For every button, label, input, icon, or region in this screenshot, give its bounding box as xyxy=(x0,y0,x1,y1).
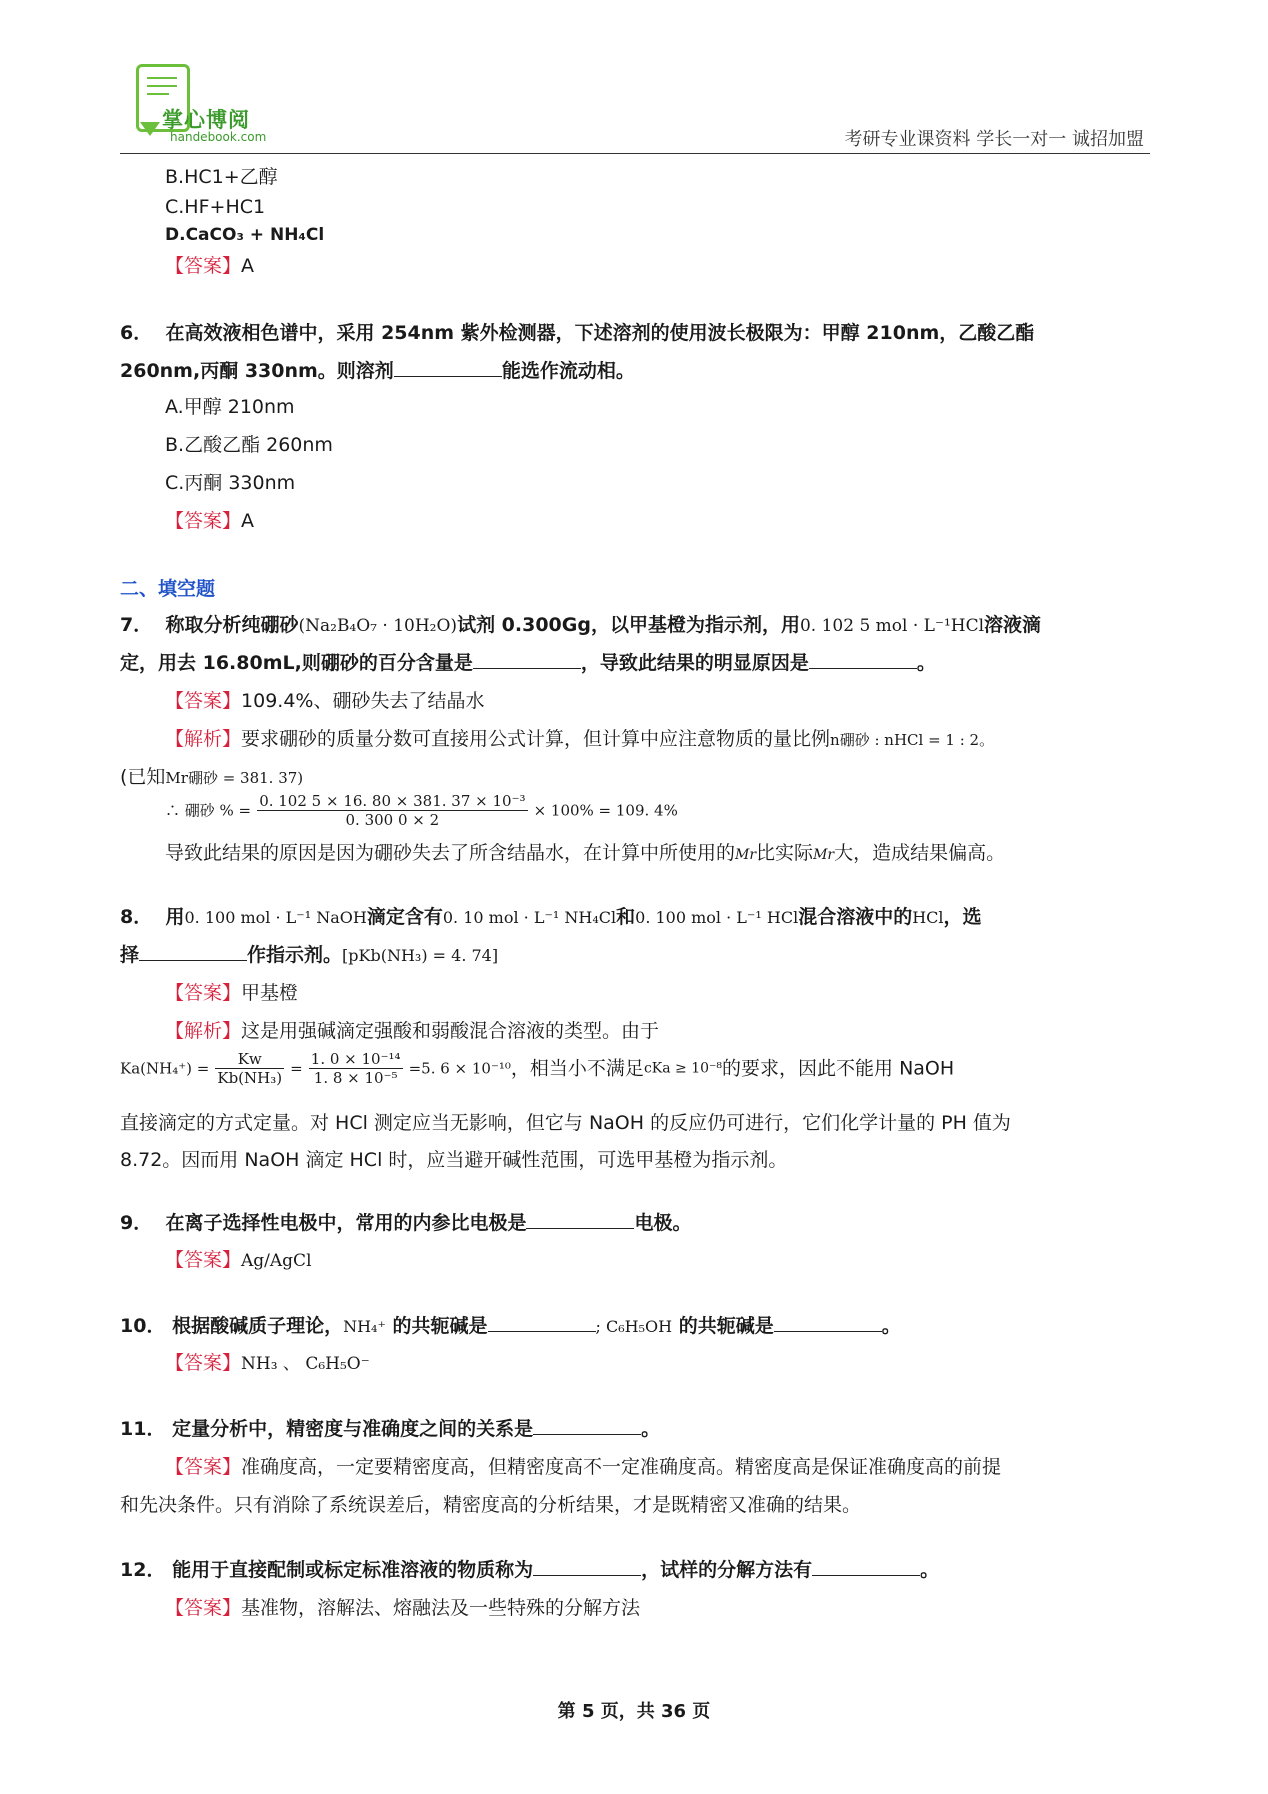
fill-blank xyxy=(139,942,247,961)
cause-text: 导致此结果的原因是因为硼砂失去了所含结晶水，在计算中所使用的 xyxy=(165,842,736,864)
fill-blank xyxy=(533,1557,641,1576)
q7-stem-line-2 xyxy=(120,650,936,676)
q8-analysis-line-3: 直接滴定的方式定量。对 HCl 测定应当无影响，但它与 NaOH 的反应仍可进行，它们化学计量的 PH 值为 xyxy=(120,1112,1011,1134)
answer-tag: 【答案】 xyxy=(165,1597,242,1619)
q10-nh4: NH₄⁺ xyxy=(343,1317,386,1336)
q8-hcl: 0. 100 mol · L⁻¹ HCl xyxy=(635,908,799,927)
answer-tag: 【答案】 xyxy=(165,255,242,277)
formula-fraction xyxy=(257,792,527,829)
answer-tag: 【答案】 xyxy=(165,1249,242,1271)
q11-stem xyxy=(120,1416,660,1442)
analysis-tag: 【解析】 xyxy=(165,1020,242,1042)
q7-text: 试剂 0.300Gg，以甲基橙为指示剂，用 xyxy=(457,614,800,636)
fill-blank xyxy=(394,358,502,377)
q7-answer xyxy=(165,688,484,714)
header-divider xyxy=(120,153,1150,154)
ka-denominator-2: 1. 8 × 10⁻⁵ xyxy=(313,1069,398,1087)
fill-blank xyxy=(488,1313,596,1332)
question-number: 12． xyxy=(120,1559,166,1581)
q11-text: 。 xyxy=(641,1418,661,1440)
q8-nh4cl: 0. 10 mol · L⁻¹ NH₄Cl xyxy=(442,908,617,927)
answer-text: 准确度高，一定要精密度高，但精密度高不一定准确度高。精密度高是保证准确度高的前提 xyxy=(241,1456,1002,1478)
q6-stem-text: 在高效液相色谱中，采用 254nm 紫外检测器，下述溶剂的使用波长极限为：甲醇 210nm，乙酸乙酯 xyxy=(165,322,1035,344)
cause-mr: Mr xyxy=(813,847,835,863)
ka-fraction-1 xyxy=(215,1050,284,1087)
q7-known xyxy=(120,764,303,791)
q8-pkb: [pKb(NH₃) = 4. 74] xyxy=(342,946,499,965)
answer-text: A xyxy=(241,510,255,532)
cause-mr: Mr xyxy=(735,847,757,863)
question-number: 11． xyxy=(120,1418,166,1440)
fill-blank xyxy=(526,1210,634,1229)
q10-text: 的共轭碱是 xyxy=(678,1315,774,1337)
analysis-ratio: n硼砂 : nHCl = 1 : 2。 xyxy=(830,731,995,749)
analysis-condition: cKa ≥ 10⁻⁸ xyxy=(643,1060,723,1077)
formula-numerator: 0. 102 5 × 16. 80 × 381. 37 × 10⁻³ xyxy=(259,792,526,810)
question-number: 10． xyxy=(120,1315,166,1337)
ka-numerator-1: Kw xyxy=(215,1050,284,1069)
ka-fraction-2 xyxy=(309,1050,403,1087)
formula-rhs: × 100% = 109. 4% xyxy=(533,801,678,820)
answer-text: Ag/AgCl xyxy=(241,1251,312,1271)
q7-formula xyxy=(165,792,678,834)
q11-text: 定量分析中，精密度与准确度之间的关系是 xyxy=(172,1418,534,1440)
ka-denominator-1: Kb(NH₃) xyxy=(217,1069,283,1087)
analysis-text: 要求硼砂的质量分数可直接用公式计算，但计算中应注意物质的量比例 xyxy=(241,728,831,750)
q5-answer xyxy=(165,253,254,279)
q7-formula-hcl: 0. 102 5 mol · L⁻¹HCl xyxy=(799,616,985,636)
q8-text: 和 xyxy=(616,906,636,928)
q7-text: 定，用去 16.80mL,则硼砂的百分含量是 xyxy=(120,652,473,674)
fill-blank xyxy=(473,650,581,669)
q6-stem-text-2b: 能选作流动相。 xyxy=(501,360,635,382)
ka-numerator-2: 1. 0 × 10⁻¹⁴ xyxy=(310,1050,401,1068)
q9-text: 在离子选择性电极中，常用的内参比电极是 xyxy=(165,1212,527,1234)
answer-text: 109.4%、硼砂失去了结晶水 xyxy=(241,690,485,712)
q6-option-b: B.乙酸乙酯 260nm xyxy=(165,434,333,456)
analysis-text: 这是用强碱滴定强酸和弱酸混合溶液的类型。由于 xyxy=(241,1020,660,1042)
q8-text: 用 xyxy=(165,906,185,928)
fill-blank xyxy=(809,650,917,669)
q12-text: ，试样的分解方法有 xyxy=(641,1559,813,1581)
ka-lhs: Ka(NH₄⁺) = xyxy=(120,1059,210,1078)
question-number: 9． xyxy=(120,1212,153,1234)
analysis-text: 的要求，因此不能用 NaOH xyxy=(722,1057,955,1080)
question-number: 7． xyxy=(120,614,153,636)
q8-hcl-2: HCl xyxy=(912,908,944,927)
q5-option-b: B.HC1+乙醇 xyxy=(165,166,278,188)
q7-text: ，导致此结果的明显原因是 xyxy=(580,652,809,674)
ka-equals: = xyxy=(290,1059,303,1078)
q8-answer xyxy=(165,980,298,1006)
q10-stem xyxy=(120,1313,901,1340)
answer-text: A xyxy=(241,255,255,277)
q12-text: 。 xyxy=(920,1559,940,1581)
q8-stem-line-2 xyxy=(120,942,498,969)
formula-denominator: 0. 300 0 × 2 xyxy=(345,811,440,829)
answer-tag: 【答案】 xyxy=(165,1352,242,1374)
q6-stem-line-2 xyxy=(120,358,635,384)
q12-answer xyxy=(165,1595,640,1621)
q7-stem-line-1 xyxy=(120,612,1041,639)
q6-option-a: A.甲醇 210nm xyxy=(165,396,295,418)
answer-text: NH₃ 、 C₆H₅O⁻ xyxy=(241,1354,370,1374)
q10-text: 。 xyxy=(881,1315,901,1337)
fill-blank xyxy=(533,1416,641,1435)
q8-text: 混合溶液中的 xyxy=(798,906,913,928)
q8-text: 作指示剂。 xyxy=(247,944,343,966)
q10-answer xyxy=(165,1350,370,1377)
q6-option-c: C.丙酮 330nm xyxy=(165,472,296,494)
q10-text: 的共轭碱是 xyxy=(392,1315,488,1337)
q11-answer-line-2: 和先决条件。只有消除了系统误差后，精密度高的分析结果，才是既精密又准确的结果。 xyxy=(120,1494,862,1516)
known-text: (已知 xyxy=(120,766,166,788)
q5-option-d: D.CaCO₃ + NH₄Cl xyxy=(165,225,325,245)
q9-stem xyxy=(120,1210,692,1236)
analysis-text: ，相当小不满足 xyxy=(510,1057,644,1080)
q8-ka-formula xyxy=(120,1050,954,1092)
q8-text: 择 xyxy=(120,944,140,966)
header-slogan: 考研专业课资料 学长一对一 诚招加盟 xyxy=(844,129,1144,150)
answer-text: 甲基橙 xyxy=(241,982,299,1004)
q8-analysis-line-4: 8.72。因而用 NaOH 滴定 HCl 时，应当避开碱性范围，可选甲基橙为指示剂。 xyxy=(120,1149,788,1171)
q11-answer-line-1 xyxy=(165,1454,1001,1480)
answer-tag: 【答案】 xyxy=(165,690,242,712)
page-number: 第 5 页，共 36 页 xyxy=(557,1701,711,1722)
fill-blank xyxy=(774,1313,882,1332)
q8-text: ，选 xyxy=(943,906,982,928)
question-number: 6． xyxy=(120,322,153,344)
q7-text: 称取分析纯硼砂 xyxy=(165,614,299,636)
q12-text: 能用于直接配制或标定标准溶液的物质称为 xyxy=(172,1559,534,1581)
q6-answer xyxy=(165,508,254,534)
q9-answer xyxy=(165,1247,312,1274)
logo-url: handebook.com xyxy=(170,130,267,144)
answer-tag: 【答案】 xyxy=(165,510,242,532)
q8-stem-line-1 xyxy=(120,904,982,931)
known-molar-mass: Mr硼砂 = 381. 37) xyxy=(165,769,304,787)
section-title: 二、填空题 xyxy=(120,578,216,600)
answer-tag: 【答案】 xyxy=(165,982,242,1004)
question-number: 8． xyxy=(120,906,153,928)
analysis-tag: 【解析】 xyxy=(165,728,242,750)
handebook-logo xyxy=(128,60,278,150)
q5-option-c: C.HF+HC1 xyxy=(165,196,266,218)
formula-lhs: ∴ 硼砂 % = xyxy=(165,801,252,820)
q10-text: 根据酸碱质子理论， xyxy=(172,1315,344,1337)
q7-analysis-line-1 xyxy=(165,726,994,753)
q7-text: 。 xyxy=(916,652,936,674)
q6-stem-line-1 xyxy=(120,320,1034,346)
fill-blank xyxy=(812,1557,920,1576)
answer-text: 基准物，溶解法、熔融法及一些特殊的分解方法 xyxy=(241,1597,641,1619)
cause-text: 大，造成结果偏高。 xyxy=(834,842,1006,864)
answer-tag: 【答案】 xyxy=(165,1456,242,1478)
q7-cause xyxy=(165,840,1005,868)
q10-phenol: ; C₆H₅OH xyxy=(595,1317,673,1336)
ka-value: =5. 6 × 10⁻¹⁰ xyxy=(408,1059,511,1078)
q8-naoh: 0. 100 mol · L⁻¹ NaOH xyxy=(184,908,367,927)
q12-stem xyxy=(120,1557,939,1583)
q7-text: 溶液滴 xyxy=(984,614,1042,636)
logo-brand: 掌心博阅 xyxy=(162,108,250,132)
q8-analysis-line-1 xyxy=(165,1018,659,1044)
q8-text: 滴定含有 xyxy=(366,906,443,928)
q6-stem-text-2a: 260nm,丙酮 330nm。则溶剂 xyxy=(120,360,394,382)
q7-formula-borax: (Na₂B₄O₇ · 10H₂O) xyxy=(298,616,458,636)
q9-text: 电极。 xyxy=(634,1212,692,1234)
cause-text: 比实际 xyxy=(756,842,814,864)
